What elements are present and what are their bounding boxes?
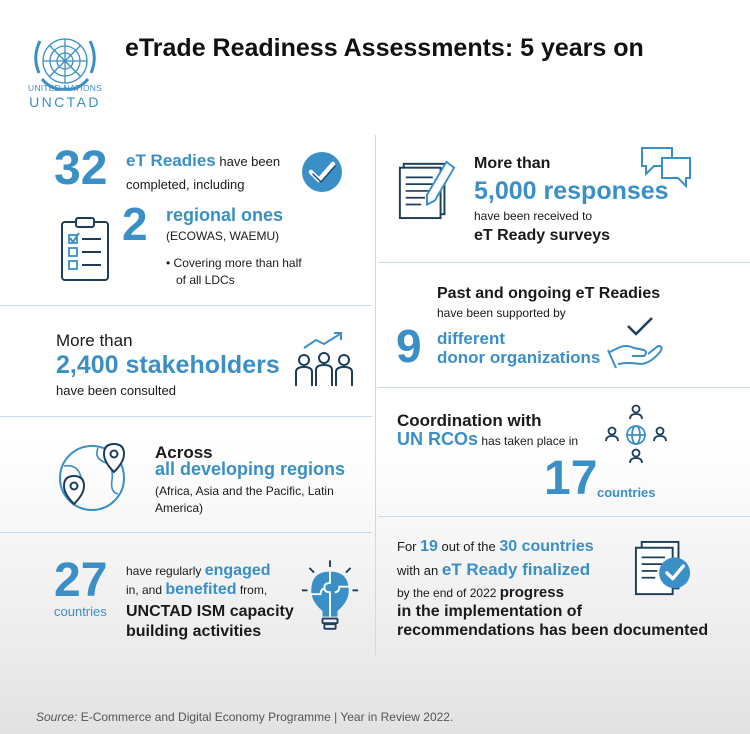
logo-text-unctad: UNCTAD	[29, 94, 101, 110]
source-label: Source:	[36, 710, 78, 724]
stat-number-2: 2	[122, 198, 148, 250]
stat-text-et-readies: eT Readies have been	[126, 151, 281, 170]
people-growth-icon	[292, 328, 356, 392]
donors-head: Past and ongoing eT Readies	[437, 285, 661, 302]
stakeholders-pre: More than	[56, 331, 133, 350]
highlight-un-rcos: UN RCOs	[397, 429, 479, 449]
globe-location-icon	[54, 436, 134, 516]
stat-countries-label: countries	[54, 604, 107, 619]
center-divider	[375, 135, 376, 655]
highlight-engaged: engaged	[204, 562, 271, 579]
clipboard-checklist-icon	[60, 216, 110, 282]
capacity-line-2: in, and benefited from,	[126, 581, 268, 598]
progress-line-3: by the end of 2022 progress	[397, 584, 564, 601]
divider	[378, 516, 750, 517]
regional-label: regional ones	[166, 205, 284, 225]
stat-number-9: 9	[396, 320, 422, 372]
progress-line-5: recommendations has been documented	[397, 622, 709, 639]
chat-bubbles-icon	[638, 144, 694, 190]
divider	[0, 305, 372, 306]
check-badge-icon	[300, 150, 344, 194]
highlight-et-readies: eT Readies	[126, 151, 216, 170]
progress-line-4: in the implementation of	[397, 603, 582, 620]
rco-line-2: UN RCOs has taken place in	[397, 429, 579, 449]
highlight-30-countries: 30 countries	[499, 538, 594, 555]
divider	[378, 262, 750, 263]
donors-line-2: donor organizations	[437, 348, 601, 367]
highlight-et-ready-finalized: eT Ready finalized	[441, 560, 591, 579]
highlight-19: 19	[420, 538, 438, 555]
stakeholders-number: 2,400 stakeholders	[56, 351, 280, 379]
rco-line-1: Coordination with	[397, 411, 542, 430]
regions-pre: Across	[155, 443, 213, 462]
capacity-line-3: UNCTAD ISM capacity	[126, 603, 294, 620]
divider	[378, 387, 750, 388]
capacity-line-4: building activities	[126, 623, 262, 640]
divider	[0, 416, 372, 417]
rco-countries-label: countries	[597, 485, 656, 500]
document-pen-icon	[396, 158, 458, 220]
bullet-ldcs: • Covering more than half	[166, 256, 302, 270]
hand-check-icon	[606, 316, 670, 372]
regions-detail-2: America)	[155, 501, 204, 515]
highlight-progress: progress	[499, 584, 564, 601]
highlight-benefited: benefited	[165, 581, 237, 598]
responses-pre: More than	[474, 155, 551, 172]
progress-line-1: For 19 out of the 30 countries	[397, 538, 594, 555]
regions-highlight: all developing regions	[155, 459, 346, 479]
responses-mid: have been received to	[474, 209, 593, 223]
page-title: eTrade Readiness Assessments: 5 years on	[125, 34, 644, 62]
stat-text-completed: completed, including	[126, 177, 245, 192]
stat-number-27: 27	[54, 554, 108, 607]
logo-text-united-nations: UNITED NATIONS	[28, 83, 102, 93]
donors-line-1: different	[437, 329, 505, 348]
progress-line-2: with an eT Ready finalized	[397, 560, 591, 579]
source-text: E-Commerce and Digital Economy Programme | Year in Review 2022.	[77, 710, 454, 724]
stat-number-17: 17	[544, 452, 598, 505]
document-check-icon	[632, 540, 694, 598]
capacity-line-1: have regularly engaged	[126, 562, 271, 579]
stat-number-32: 32	[54, 142, 108, 195]
responses-post: eT Ready surveys	[474, 227, 611, 244]
bullet-ldcs-cont: of all LDCs	[176, 273, 235, 287]
puzzle-lightbulb-icon	[300, 556, 360, 636]
network-globe-icon	[604, 403, 668, 467]
divider	[0, 532, 372, 533]
source-note	[36, 710, 453, 724]
stakeholders-post: have been consulted	[56, 383, 176, 398]
responses-number: 5,000 responses	[474, 177, 669, 205]
regions-detail-1: (Africa, Asia and the Pacific, Latin	[155, 484, 334, 498]
donors-sub: have been supported by	[437, 306, 566, 320]
regional-detail: (ECOWAS, WAEMU)	[166, 229, 280, 243]
